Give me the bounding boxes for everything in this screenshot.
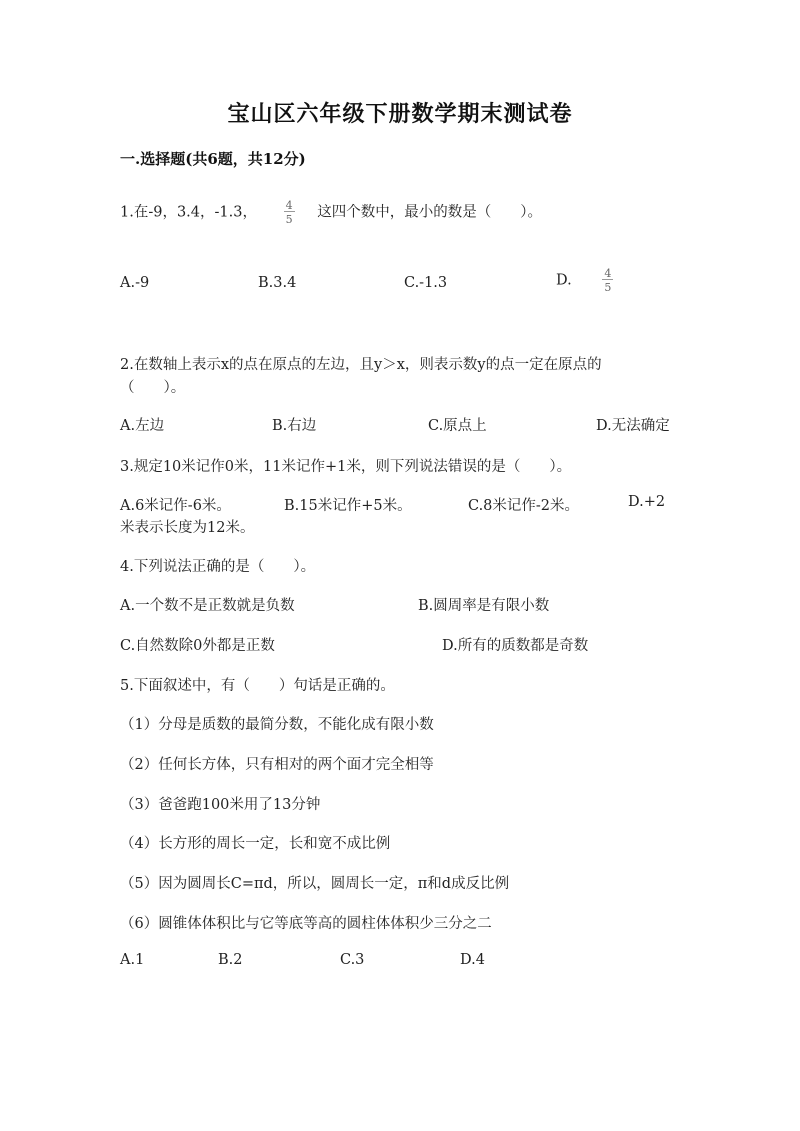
question-4-option-a[interactable]: A.一个数不是正数就是负数 <box>120 598 295 614</box>
statement-2: （2）任何长方体，只有相对的两个面才完全相等 <box>120 757 434 773</box>
question-3-option-a[interactable]: A.6米记作-6米。 <box>120 498 231 514</box>
question-5: 5.下面叙述中，有（ ）句话是正确的。 <box>120 678 395 694</box>
fraction-four-fifths-option <box>602 268 613 293</box>
question-1-text-after: 这四个数中，最小的数是（ ）。 <box>317 204 542 221</box>
section-heading: 一.选择题(共6题，共12分) <box>120 150 306 168</box>
question-5-option-d[interactable]: D.4 <box>460 952 485 968</box>
question-4-option-b[interactable]: B.圆周率是有限小数 <box>418 598 550 614</box>
question-4-option-d[interactable]: D.所有的质数都是奇数 <box>442 638 589 654</box>
question-1-option-b[interactable]: B.3.4 <box>258 275 297 291</box>
question-3-option-d[interactable]: D.+2 <box>628 494 666 510</box>
fraction-numerator: 4 <box>604 267 612 280</box>
fraction-numerator: 4 <box>285 199 293 212</box>
question-3-option-c[interactable]: C.8米记作-2米。 <box>468 498 580 514</box>
statement-6: （6）圆锥体体积比与它等底等高的圆柱体体积少三分之二 <box>120 916 492 932</box>
page-title: 宝山区六年级下册数学期末测试卷 <box>227 101 573 127</box>
question-4: 4.下列说法正确的是（ ）。 <box>120 559 316 575</box>
question-1-option-d[interactable] <box>556 268 617 293</box>
statement-1: （1）分母是质数的最简分数，不能化成有限小数 <box>120 717 434 733</box>
question-1-option-d-label: D. <box>556 272 572 289</box>
question-1 <box>120 200 542 225</box>
question-2-option-a[interactable]: A.左边 <box>120 418 165 434</box>
fraction-denominator: 5 <box>604 281 612 294</box>
question-1-text-before: 1.在-9，3.4，-1.3， <box>120 204 257 221</box>
question-3-option-b[interactable]: B.15米记作+5米。 <box>284 498 412 514</box>
statement-4: （4）长方形的周长一定，长和宽不成比例 <box>120 836 391 852</box>
question-1-option-a[interactable]: A.-9 <box>120 275 150 291</box>
question-3-option-d-wrap: 米表示长度为12米。 <box>120 520 255 536</box>
question-2-line-2: （ ）。 <box>120 380 186 396</box>
statement-5: （5）因为圆周长C=πd，所以，圆周长一定，π和d成反比例 <box>120 876 510 892</box>
question-2-option-b[interactable]: B.右边 <box>272 418 317 434</box>
question-1-option-c[interactable]: C.-1.3 <box>404 275 448 291</box>
fraction-denominator: 5 <box>285 213 293 226</box>
fraction-four-fifths <box>284 200 295 225</box>
question-3: 3.规定10米记作0米，11米记作+1米，则下列说法错误的是（ ）。 <box>120 459 572 475</box>
question-2-option-d[interactable]: D.无法确定 <box>596 418 670 434</box>
question-2-option-c[interactable]: C.原点上 <box>428 418 487 434</box>
question-2-line-1: 2.在数轴上表示x的点在原点的左边，且y＞x，则表示数y的点一定在原点的 <box>120 357 602 373</box>
question-4-option-c[interactable]: C.自然数除0外都是正数 <box>120 638 275 654</box>
question-5-option-a[interactable]: A.1 <box>120 952 145 968</box>
question-5-option-b[interactable]: B.2 <box>218 952 243 968</box>
question-5-option-c[interactable]: C.3 <box>340 952 365 968</box>
statement-3: （3）爸爸跑100米用了13分钟 <box>120 797 321 813</box>
